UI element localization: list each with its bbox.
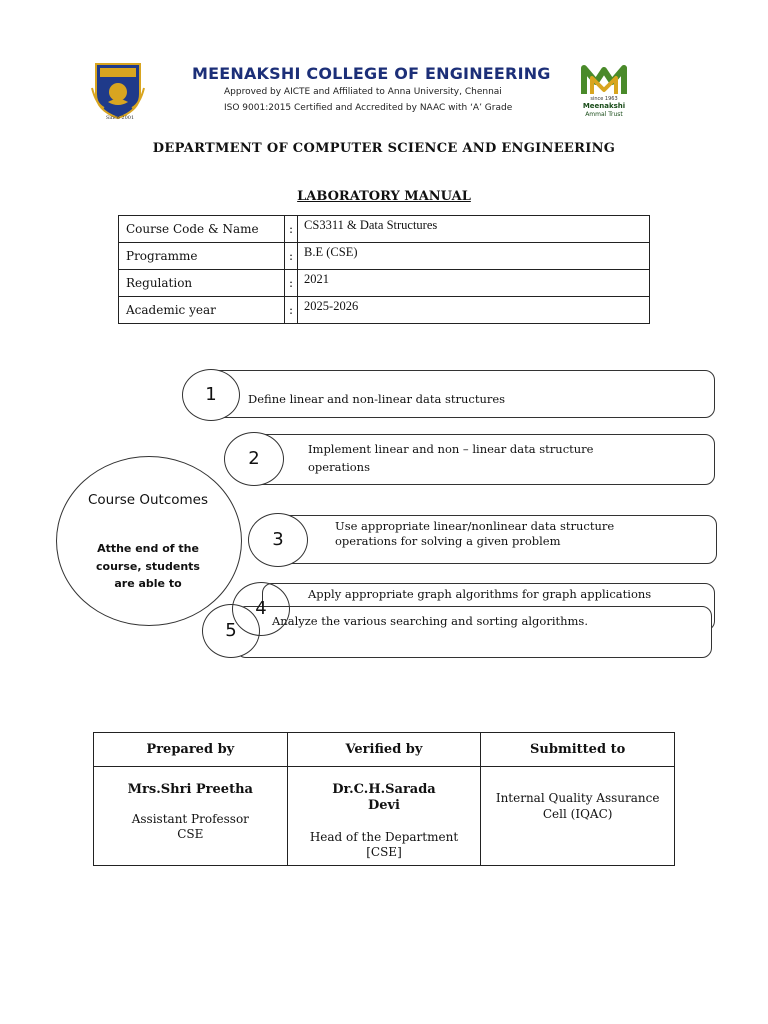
header-submitted-to: Submitted to	[481, 733, 675, 767]
department-title: DEPARTMENT OF COMPUTER SCIENCE AND ENGINEERING	[152, 141, 616, 156]
verified-name: Dr.C.H.Sarada Devi	[332, 782, 436, 813]
outcome-number-3: 3	[248, 513, 308, 567]
college-crest-logo	[90, 58, 146, 122]
outcome-number-1: 1	[182, 369, 240, 421]
crest-caption: Since 2001	[105, 115, 135, 121]
prepared-cell	[94, 767, 288, 866]
outcome-text-1: Define linear and non-linear data structures	[248, 392, 506, 406]
course-outcomes-subtitle: Atthe end of the course, students are able to	[96, 542, 200, 590]
info-label: Academic year	[119, 297, 285, 324]
trust-since: since 1963	[590, 96, 618, 102]
outcome-number-4: 4	[232, 582, 290, 636]
info-label: Regulation	[119, 270, 285, 297]
outcome-text-5: Analyze the various searching and sorting algorithms.	[272, 614, 588, 628]
header-prepared-by: Prepared by	[94, 733, 288, 767]
info-separator: :	[285, 297, 298, 324]
info-value: 2021	[298, 270, 650, 297]
info-value: B.E (CSE)	[298, 243, 650, 270]
header-verified-by: Verified by	[287, 733, 481, 767]
info-value: 2025-2026	[298, 297, 650, 324]
trust-subtitle: Ammal Trust	[585, 111, 623, 118]
submitted-cell	[481, 767, 675, 866]
table-row	[119, 243, 650, 270]
info-separator: :	[285, 270, 298, 297]
course-outcomes-title: Course Outcomes	[87, 492, 209, 508]
submitted-to-text: Internal Quality Assurance Cell (IQAC)	[495, 791, 660, 821]
outcome-text-4: Apply appropriate graph algorithms for graph applications	[308, 587, 652, 601]
college-name: MEENAKSHI COLLEGE OF ENGINEERING	[192, 64, 551, 83]
college-accreditation: ISO 9001:2015 Certified and Accredited by NAAC with ‘A’ Grade	[224, 103, 513, 113]
info-separator: :	[285, 243, 298, 270]
manual-title: LABORATORY MANUAL	[297, 189, 471, 204]
college-affiliation: Approved by AICTE and Affiliated to Anna University, Chennai	[224, 87, 502, 97]
info-label: Course Code & Name	[119, 216, 285, 243]
table-row	[119, 297, 650, 324]
info-label: Programme	[119, 243, 285, 270]
outcome-text-2: Implement linear and non – linear data structure operations	[308, 442, 594, 474]
info-separator: :	[285, 216, 298, 243]
prepared-dept: CSE	[177, 827, 204, 841]
outcome-number-2: 2	[224, 432, 284, 486]
prepared-role: Assistant Professor	[131, 812, 249, 826]
outcome-number-5: 5	[202, 604, 260, 658]
table-row	[119, 216, 650, 243]
verified-role: Head of the Department	[309, 830, 459, 844]
course-info-table	[118, 215, 650, 324]
table-row	[119, 270, 650, 297]
outcome-text-3: Use appropriate linear/nonlinear data structure operations for solving a given problem	[335, 519, 615, 548]
table-row	[94, 767, 675, 866]
trust-name: Meenakshi	[582, 102, 626, 110]
table-row	[94, 733, 675, 767]
signature-table	[93, 732, 675, 866]
info-value: CS3311 & Data Structures	[298, 216, 650, 243]
prepared-name: Mrs.Shri Preetha	[127, 782, 253, 797]
verified-dept: [CSE]	[366, 845, 402, 859]
verified-cell	[287, 767, 481, 866]
